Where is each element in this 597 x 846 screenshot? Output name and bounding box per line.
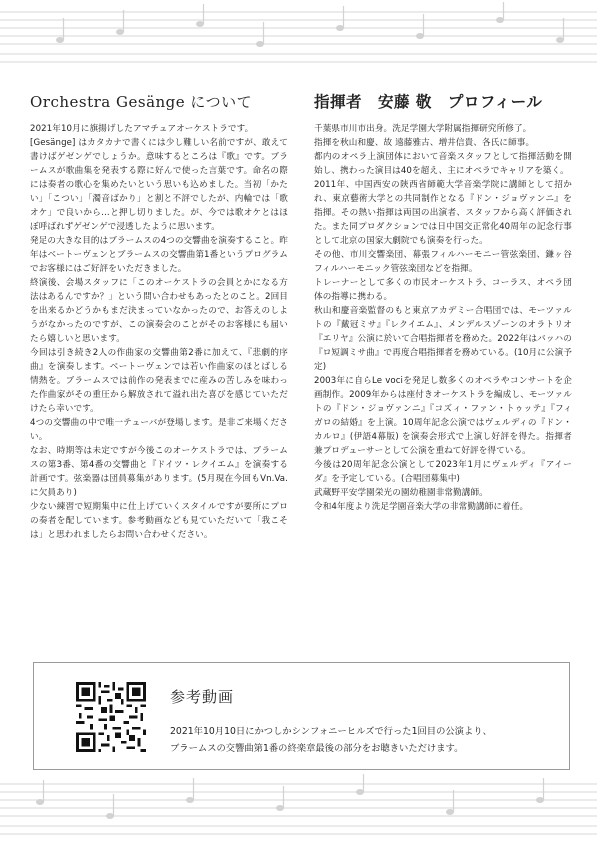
music-note-icon [36, 774, 544, 819]
orchestra-about-section [30, 92, 288, 542]
paragraph: 4つの交響曲の中で唯一テューバが登場します。是非ご来場ください。 [30, 418, 288, 442]
paragraph: [Gesänge] はカタカナで書くには少し難しい名前ですが、敢えて書けばゲゼンゲでしょうか。意味するところは『歌』です。ブラームスが歌曲集を発表する際に好んで使った言葉です。命名の際には奏者の歌心を集めたいという思いも込めました。当初「かたい」「こつい」「濁音ばかり」と割と不評でしたが、内輪では「歌オケ」で良いから…と押し切りました。が、今では歌オケとはほぼ呼ばれずゲゼンゲで浸透したように思います。 [30, 138, 288, 232]
paragraph: 秋山和慶音楽監督のもと東京アカデミー合唱団では、モーツァルトの『戴冠ミサ』『レクイエム』、メンデルスゾーンのオラトリオ『エリヤ』公演に於いて合唱指揮者を務めた。2022年はバッハの『ロ短調ミサ曲』で再度合唱指揮者を務めている。(10月に公演予定) [314, 306, 573, 372]
music-staff-decoration-top [0, 0, 597, 80]
section-title: 指揮者 安藤 敬 プロフィール [314, 93, 543, 111]
paragraph: 終演後、会場スタッフに「このオーケストラの会員とかになる方法はあるんですか？」という問い合わせもあったとのこと。2回目を出来るかどうかもまだ決まっていなかったので、お答えのしようがなかったのですが、この演奏会のことがそのお客様にも届いたら嬉しいと思います。 [30, 278, 288, 344]
paragraph: なお、時期等は未定ですが今後このオーケストラでは、ブラームスの第3番、第4番の交響曲と『ドイツ・レクイエム』を演奏する計画です。弦楽器は団員募集があります。(5月現在今回もVn.Va.に欠員あり) [30, 446, 288, 498]
paragraph: 少ない練習で短期集中に仕上げていくスタイルですが要所にプロの奏者を配しています。参考動画なども見ていただいて「我こそは」と思われましたらお問い合わせください。 [30, 502, 288, 540]
description-line: ブラームスの交響曲第1番の終楽章最後の部分をお聴きいただけます。 [170, 743, 464, 754]
paragraph: 今回は引き続き2人の作曲家の交響曲第2番に加えて、『悲劇的序曲』を演奏します。ベートーヴェンでは若い作曲家のほとばしる情熱を。ブラームスでは前作の発表までに産みの苦しみを味わった作曲家がその重圧から解放されて溢れ出た喜びを感じていただけたら幸いです。 [30, 348, 288, 414]
music-staff-decoration-bottom [0, 772, 597, 846]
paragraph: 令和4年度より洗足学園音楽大学の非常勤講師に着任。 [314, 502, 529, 512]
reference-video-box [33, 662, 570, 770]
reference-video-description [170, 723, 560, 757]
paragraph: 指揮を秋山和慶、故 遠藤雅古、増井信貴、各氏に師事。 [314, 138, 535, 148]
description-line: 2021年10月10日にかつしかシンフォニーヒルズで行った1回目の公演より、 [170, 726, 492, 737]
paragraph: 2011年、中国西安の陝西省師範大学音楽学院に講師として招かれ、東京藝術大学との共同制作となる『ドン・ジョヴァンニ』を指揮。その熱い指揮は両国の出演者、スタッフから高く評価された。また同プロダクションでは日中国交正常化40周年の記念行事として北京の国家大劇院でも演奏を行った。 [314, 180, 572, 246]
reference-video-title: 参考動画 [170, 688, 235, 706]
paragraph: 今後は20周年記念公演として2023年1月にヴェルディ『アイーダ』を予定している。(合唱団募集中) [314, 460, 572, 484]
paragraph: 2003年に自らLe vociを発足し数多くのオペラやコンサートを企画制作。2009年からは座付きオーケストラを編成し、モーツァルトの『ドン・ジョヴァンニ』『コズィ・ファン・トゥッテ』『フィガロの結婚』を上演。10周年記念公演ではヴェルディの『ドン・カルロ』(伊語4幕版) を演奏会形式で上演し好評を得た。指揮者兼プロデューサーとして公演を重ねて好評を得ている。 [314, 376, 572, 456]
section-title: Orchestra Gesänge について [30, 93, 253, 111]
paragraph: トレーナーとして多くの市民オーケストラ、コーラス、オペラ団体の指導に携わる。 [314, 278, 572, 302]
paragraph: 武蔵野平安学園栄光の園幼稚園非常勤講師。 [314, 488, 488, 498]
paragraph: 2021年10月に旗揚げしたアマチュアオーケストラです。 [30, 124, 254, 134]
conductor-profile-section [314, 92, 572, 514]
qr-code-icon[interactable] [76, 682, 146, 752]
paragraph: 発足の大きな目的はブラームスの4つの交響曲を演奏すること。昨年はベートーヴェンとブラームスの交響曲第1番というプログラムでお客様にはご好評をいただきました。 [30, 236, 288, 274]
paragraph: 千葉県市川市出身。洗足学園大学附属指揮研究所修了。 [314, 124, 532, 134]
paragraph: その他、市川交響楽団、幕張フィルハーモニー管弦楽団、鎌ヶ谷フィルハーモニック管弦楽団などを指揮。 [314, 250, 572, 274]
paragraph: 都内のオペラ上演団体において音楽スタッフとして指揮活動を開始し、携わった演目は40を超え、主にオペラでキャリアを築く。 [314, 152, 572, 176]
music-note-icon [56, 2, 564, 47]
